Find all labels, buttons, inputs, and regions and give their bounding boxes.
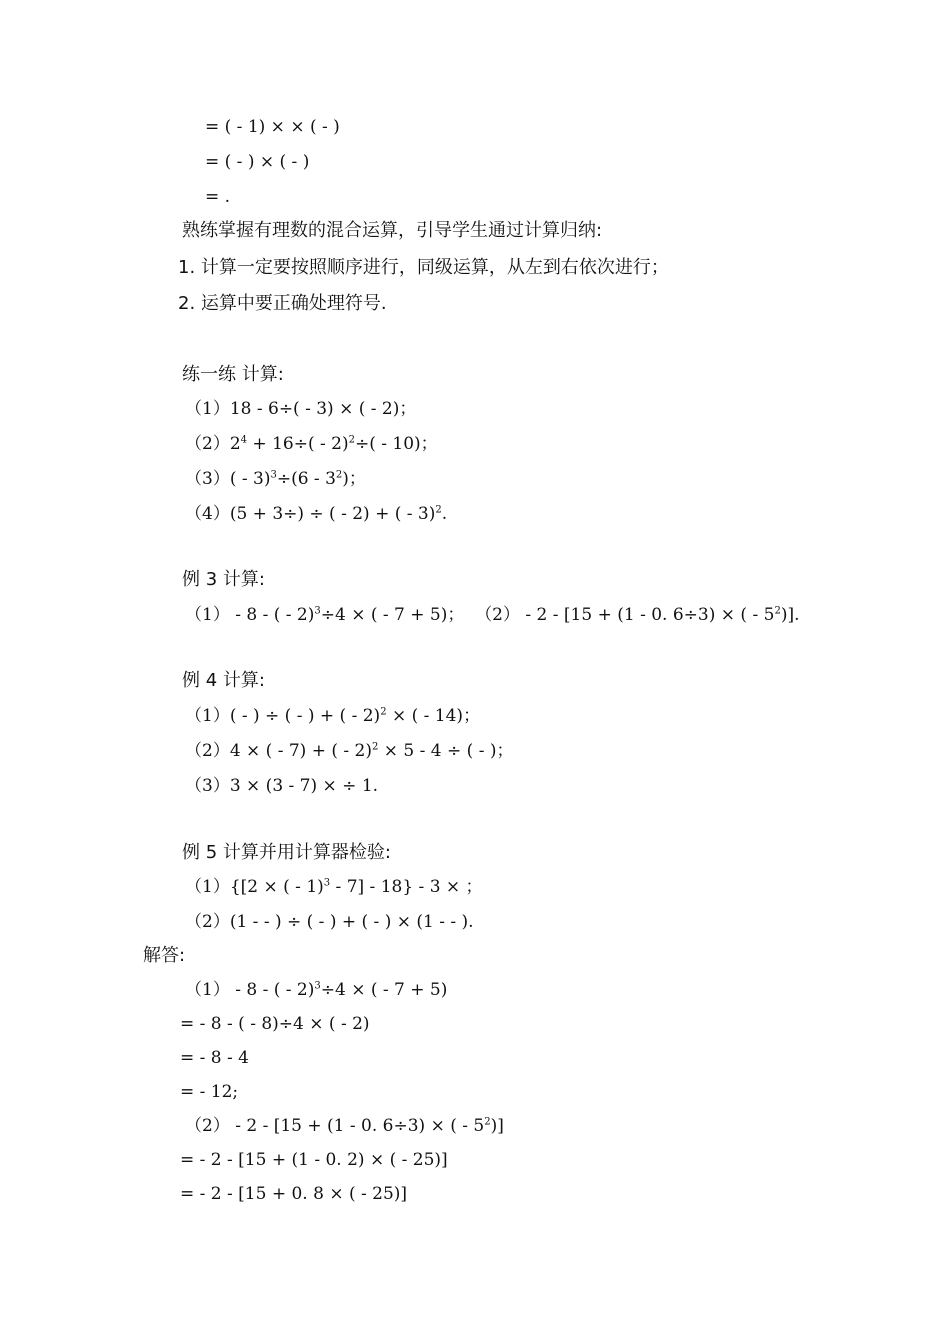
practice-title: 练一练 计算: xyxy=(182,364,284,385)
practice-item: （1）18 - 6÷( - 3) × ( - 2)； xyxy=(185,399,417,419)
solution-step: = - 2 - [15 + (1 - 0. 2) × ( - 25)] xyxy=(180,1150,448,1170)
example5-item: （1）{[2 × ( - 1)$^3$ - 7] - 18} - 3 × ； xyxy=(185,877,483,897)
practice-item: （4）(5 + 3÷) ÷ ( - 2) + ( - 3)$^2$. xyxy=(185,504,448,524)
practice-item: $(3)( - 3)^3\div(6 - 3^2)$； xyxy=(185,469,366,489)
example4-item: （1）( - ) ÷ ( - ) + ( - 2)$^2$ × ( - 14)； xyxy=(185,706,481,726)
step-line: = ( - ) × ( - ) xyxy=(205,152,310,172)
example3-title: 例 3 计算: xyxy=(182,569,265,590)
summary-intro: 熟练掌握有理数的混合运算，引导学生通过计算归纳: xyxy=(182,220,603,241)
step-line: = ( - 1) × × ( - ) xyxy=(205,117,340,137)
step-line: = . xyxy=(205,187,231,207)
solution-title: 解答: xyxy=(143,945,186,966)
example4-item: （3）3 × (3 - 7) × ÷ 1. xyxy=(185,776,379,796)
solution-step: = - 8 - ( - 8)÷4 × ( - 2) xyxy=(180,1014,370,1034)
solution-step: = - 12; xyxy=(180,1082,239,1102)
summary-point: 1. 计算一定要按照顺序进行，同级运算，从左到右依次进行； xyxy=(178,257,669,278)
example3-problems: （1） - 8 - ( - 2)$^3$÷4 × ( - 7 + 5)； （2） - 2 - [15 + (1 - 0. 6÷3) × ( - $5^2$)]. xyxy=(185,605,800,625)
solution-step: = - 2 - [15 + 0. 8 × ( - 25)] xyxy=(180,1184,408,1204)
summary-point: 2. 运算中要正确处理符号. xyxy=(178,293,387,314)
solution-step: （1） - 8 - ( - 2)$^3$÷4 × ( - 7 + 5) xyxy=(185,980,448,1000)
example5-item: （2）(1 - - ) ÷ ( - ) + ( - ) × (1 - - ). xyxy=(185,912,474,932)
example4-item: （2）4 × ( - 7) + ( - 2)$^2$ × 5 - 4 ÷ ( - )； xyxy=(185,741,514,761)
example4-title: 例 4 计算: xyxy=(182,670,265,691)
solution-step: （2） - 2 - [15 + (1 - 0. 6÷3) × ( - $5^2$)] xyxy=(185,1116,504,1136)
practice-item: $(2)2^4 + 16\div( - 2)^2\div( - 10)$； xyxy=(185,434,438,454)
example5-title: 例 5 计算并用计算器检验: xyxy=(182,842,391,863)
solution-step: = - 8 - 4 xyxy=(180,1048,249,1068)
